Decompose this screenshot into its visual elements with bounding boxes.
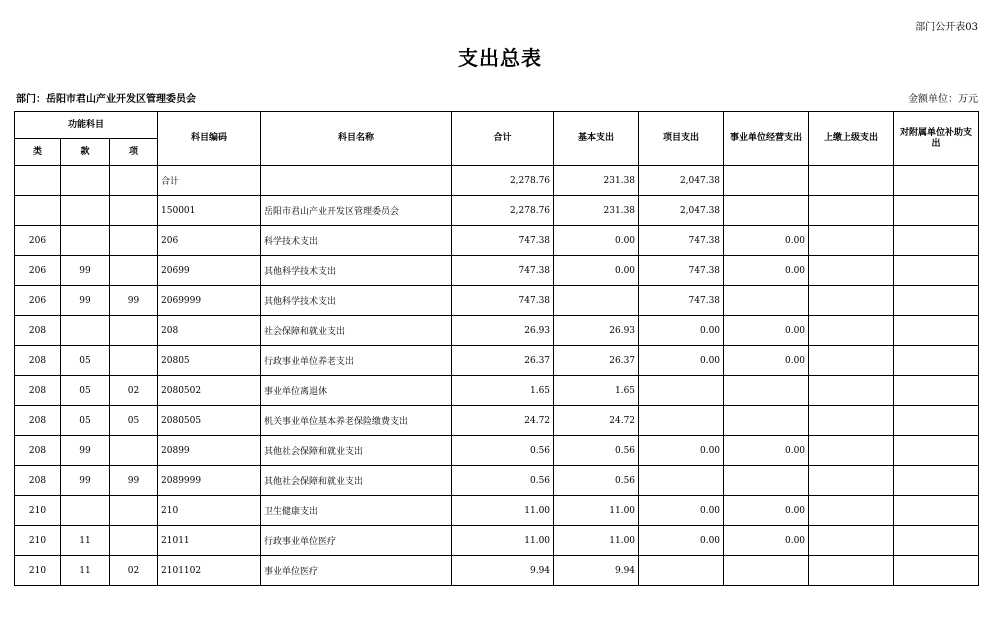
upper-cell (809, 286, 894, 316)
subsidy-cell (894, 436, 979, 466)
business-cell (724, 466, 809, 496)
business-cell: 0.00 (724, 346, 809, 376)
lei-cell: 208 (15, 436, 61, 466)
kuan-cell (61, 196, 110, 226)
project-cell: 0.00 (639, 526, 724, 556)
subsidy-cell (894, 526, 979, 556)
lei-cell (15, 166, 61, 196)
business-cell: 0.00 (724, 256, 809, 286)
lei-cell: 208 (15, 346, 61, 376)
total-cell: 1.65 (452, 376, 554, 406)
project-cell: 747.38 (639, 226, 724, 256)
project-cell: 0.00 (639, 496, 724, 526)
business-cell (724, 196, 809, 226)
basic-cell: 26.93 (554, 316, 639, 346)
project-cell (639, 406, 724, 436)
total-cell: 11.00 (452, 526, 554, 556)
code-cell: 210 (158, 496, 261, 526)
business-cell: 0.00 (724, 436, 809, 466)
basic-cell: 0.00 (554, 256, 639, 286)
name-cell: 其他科学技术支出 (261, 256, 452, 286)
table-row (15, 316, 979, 346)
kuan-cell (61, 226, 110, 256)
table-row (15, 166, 979, 196)
basic-cell: 0.56 (554, 436, 639, 466)
upper-cell (809, 346, 894, 376)
kuan-cell: 11 (61, 526, 110, 556)
xiang-cell (110, 196, 158, 226)
lei-cell: 206 (15, 286, 61, 316)
basic-cell: 11.00 (554, 496, 639, 526)
project-cell: 2,047.38 (639, 166, 724, 196)
project-cell: 0.00 (639, 316, 724, 346)
kuan-cell (61, 166, 110, 196)
xiang-cell (110, 436, 158, 466)
business-cell (724, 376, 809, 406)
kuan-cell: 99 (61, 466, 110, 496)
functional-subject-header: 功能科目 (15, 112, 158, 139)
lei-cell: 208 (15, 316, 61, 346)
upper-cell (809, 526, 894, 556)
table-row (15, 556, 979, 586)
xiang-cell (110, 226, 158, 256)
upper-cell (809, 406, 894, 436)
table-row (15, 436, 979, 466)
subsidy-cell (894, 376, 979, 406)
kuan-header: 款 (61, 139, 110, 166)
upper-cell (809, 196, 894, 226)
project-cell: 747.38 (639, 286, 724, 316)
basic-cell: 231.38 (554, 196, 639, 226)
project-cell: 2,047.38 (639, 196, 724, 226)
code-cell: 合计 (158, 166, 261, 196)
project-expenditure-header: 项目支出 (639, 112, 724, 166)
upper-cell (809, 496, 894, 526)
upper-cell (809, 316, 894, 346)
kuan-cell: 05 (61, 406, 110, 436)
name-cell: 科学技术支出 (261, 226, 452, 256)
name-cell: 其他社会保障和就业支出 (261, 436, 452, 466)
xiang-header: 项 (110, 139, 158, 166)
lei-cell: 210 (15, 526, 61, 556)
name-cell: 行政事业单位养老支出 (261, 346, 452, 376)
xiang-cell (110, 166, 158, 196)
subsidy-cell (894, 496, 979, 526)
xiang-cell (110, 346, 158, 376)
xiang-cell: 99 (110, 466, 158, 496)
basic-cell: 0.00 (554, 226, 639, 256)
subsidy-cell (894, 166, 979, 196)
kuan-cell: 05 (61, 346, 110, 376)
total-cell: 747.38 (452, 286, 554, 316)
kuan-cell: 11 (61, 556, 110, 586)
business-cell: 0.00 (724, 226, 809, 256)
subject-code-header: 科目编码 (158, 112, 261, 166)
name-cell: 岳阳市君山产业开发区管理委员会 (261, 196, 452, 226)
business-cell: 0.00 (724, 496, 809, 526)
department-label: 部门：岳阳市君山产业开发区管理委员会 (16, 94, 196, 105)
business-cell (724, 406, 809, 436)
kuan-cell: 05 (61, 376, 110, 406)
basic-cell: 0.56 (554, 466, 639, 496)
lei-cell: 210 (15, 556, 61, 586)
page-title: 支出总表 (458, 46, 542, 70)
code-cell: 20899 (158, 436, 261, 466)
basic-cell: 1.65 (554, 376, 639, 406)
subsidy-cell (894, 196, 979, 226)
xiang-cell: 05 (110, 406, 158, 436)
basic-cell: 11.00 (554, 526, 639, 556)
total-cell: 26.93 (452, 316, 554, 346)
basic-cell: 26.37 (554, 346, 639, 376)
code-cell: 2069999 (158, 286, 261, 316)
name-cell: 其他科学技术支出 (261, 286, 452, 316)
code-cell: 2080502 (158, 376, 261, 406)
subsidy-cell (894, 556, 979, 586)
basic-cell (554, 286, 639, 316)
table-row (15, 346, 979, 376)
upper-cell (809, 256, 894, 286)
lei-cell: 208 (15, 466, 61, 496)
upper-cell (809, 166, 894, 196)
kuan-cell: 99 (61, 286, 110, 316)
total-cell: 26.37 (452, 346, 554, 376)
code-cell: 2089999 (158, 466, 261, 496)
total-cell: 24.72 (452, 406, 554, 436)
name-cell: 行政事业单位医疗 (261, 526, 452, 556)
subsidy-cell (894, 346, 979, 376)
code-cell: 150001 (158, 196, 261, 226)
project-cell: 0.00 (639, 436, 724, 466)
kuan-cell: 99 (61, 256, 110, 286)
total-cell: 0.56 (452, 466, 554, 496)
code-cell: 2101102 (158, 556, 261, 586)
amount-unit-label: 金额单位：万元 (908, 94, 978, 105)
upper-cell (809, 556, 894, 586)
total-cell: 2,278.76 (452, 196, 554, 226)
subsidy-cell (894, 226, 979, 256)
subsidy-cell (894, 406, 979, 436)
kuan-cell (61, 316, 110, 346)
basic-cell: 24.72 (554, 406, 639, 436)
basic-cell: 231.38 (554, 166, 639, 196)
lei-cell: 206 (15, 226, 61, 256)
business-cell (724, 286, 809, 316)
table-row (15, 376, 979, 406)
lei-header: 类 (15, 139, 61, 166)
name-cell: 其他社会保障和就业支出 (261, 466, 452, 496)
business-cell: 0.00 (724, 316, 809, 346)
expenditure-table (14, 111, 979, 586)
upper-level-payment-header: 上缴上级支出 (809, 112, 894, 166)
total-cell: 747.38 (452, 226, 554, 256)
basic-expenditure-header: 基本支出 (554, 112, 639, 166)
name-cell: 社会保障和就业支出 (261, 316, 452, 346)
subsidiary-subsidy-header: 对附属单位补助支出 (894, 112, 979, 166)
code-cell: 20805 (158, 346, 261, 376)
total-cell: 2,278.76 (452, 166, 554, 196)
business-cell (724, 166, 809, 196)
table-row (15, 256, 979, 286)
project-cell (639, 466, 724, 496)
lei-cell: 208 (15, 376, 61, 406)
table-body (15, 166, 979, 586)
name-cell (261, 166, 452, 196)
total-header: 合计 (452, 112, 554, 166)
lei-cell: 208 (15, 406, 61, 436)
upper-cell (809, 436, 894, 466)
table-row (15, 496, 979, 526)
project-cell (639, 376, 724, 406)
project-cell (639, 556, 724, 586)
project-cell: 747.38 (639, 256, 724, 286)
table-row (15, 286, 979, 316)
xiang-cell (110, 256, 158, 286)
name-cell: 机关事业单位基本养老保险缴费支出 (261, 406, 452, 436)
table-row (15, 406, 979, 436)
subsidy-cell (894, 256, 979, 286)
table-row (15, 526, 979, 556)
business-operation-header: 事业单位经营支出 (724, 112, 809, 166)
subsidy-cell (894, 316, 979, 346)
total-cell: 747.38 (452, 256, 554, 286)
subsidy-cell (894, 466, 979, 496)
xiang-cell (110, 496, 158, 526)
code-cell: 208 (158, 316, 261, 346)
upper-cell (809, 466, 894, 496)
basic-cell: 9.94 (554, 556, 639, 586)
code-cell: 21011 (158, 526, 261, 556)
xiang-cell: 02 (110, 376, 158, 406)
kuan-cell (61, 496, 110, 526)
lei-cell (15, 196, 61, 226)
xiang-cell (110, 526, 158, 556)
name-cell: 卫生健康支出 (261, 496, 452, 526)
upper-cell (809, 226, 894, 256)
total-cell: 9.94 (452, 556, 554, 586)
code-cell: 206 (158, 226, 261, 256)
business-cell (724, 556, 809, 586)
kuan-cell: 99 (61, 436, 110, 466)
xiang-cell: 99 (110, 286, 158, 316)
table-row (15, 466, 979, 496)
business-cell: 0.00 (724, 526, 809, 556)
name-cell: 事业单位医疗 (261, 556, 452, 586)
xiang-cell: 02 (110, 556, 158, 586)
subject-name-header: 科目名称 (261, 112, 452, 166)
code-cell: 20699 (158, 256, 261, 286)
xiang-cell (110, 316, 158, 346)
lei-cell: 210 (15, 496, 61, 526)
name-cell: 事业单位离退休 (261, 376, 452, 406)
code-cell: 2080505 (158, 406, 261, 436)
table-number: 部门公开表03 (915, 22, 978, 33)
total-cell: 0.56 (452, 436, 554, 466)
project-cell: 0.00 (639, 346, 724, 376)
subsidy-cell (894, 286, 979, 316)
upper-cell (809, 376, 894, 406)
table-row (15, 226, 979, 256)
total-cell: 11.00 (452, 496, 554, 526)
table-row (15, 196, 979, 226)
lei-cell: 206 (15, 256, 61, 286)
